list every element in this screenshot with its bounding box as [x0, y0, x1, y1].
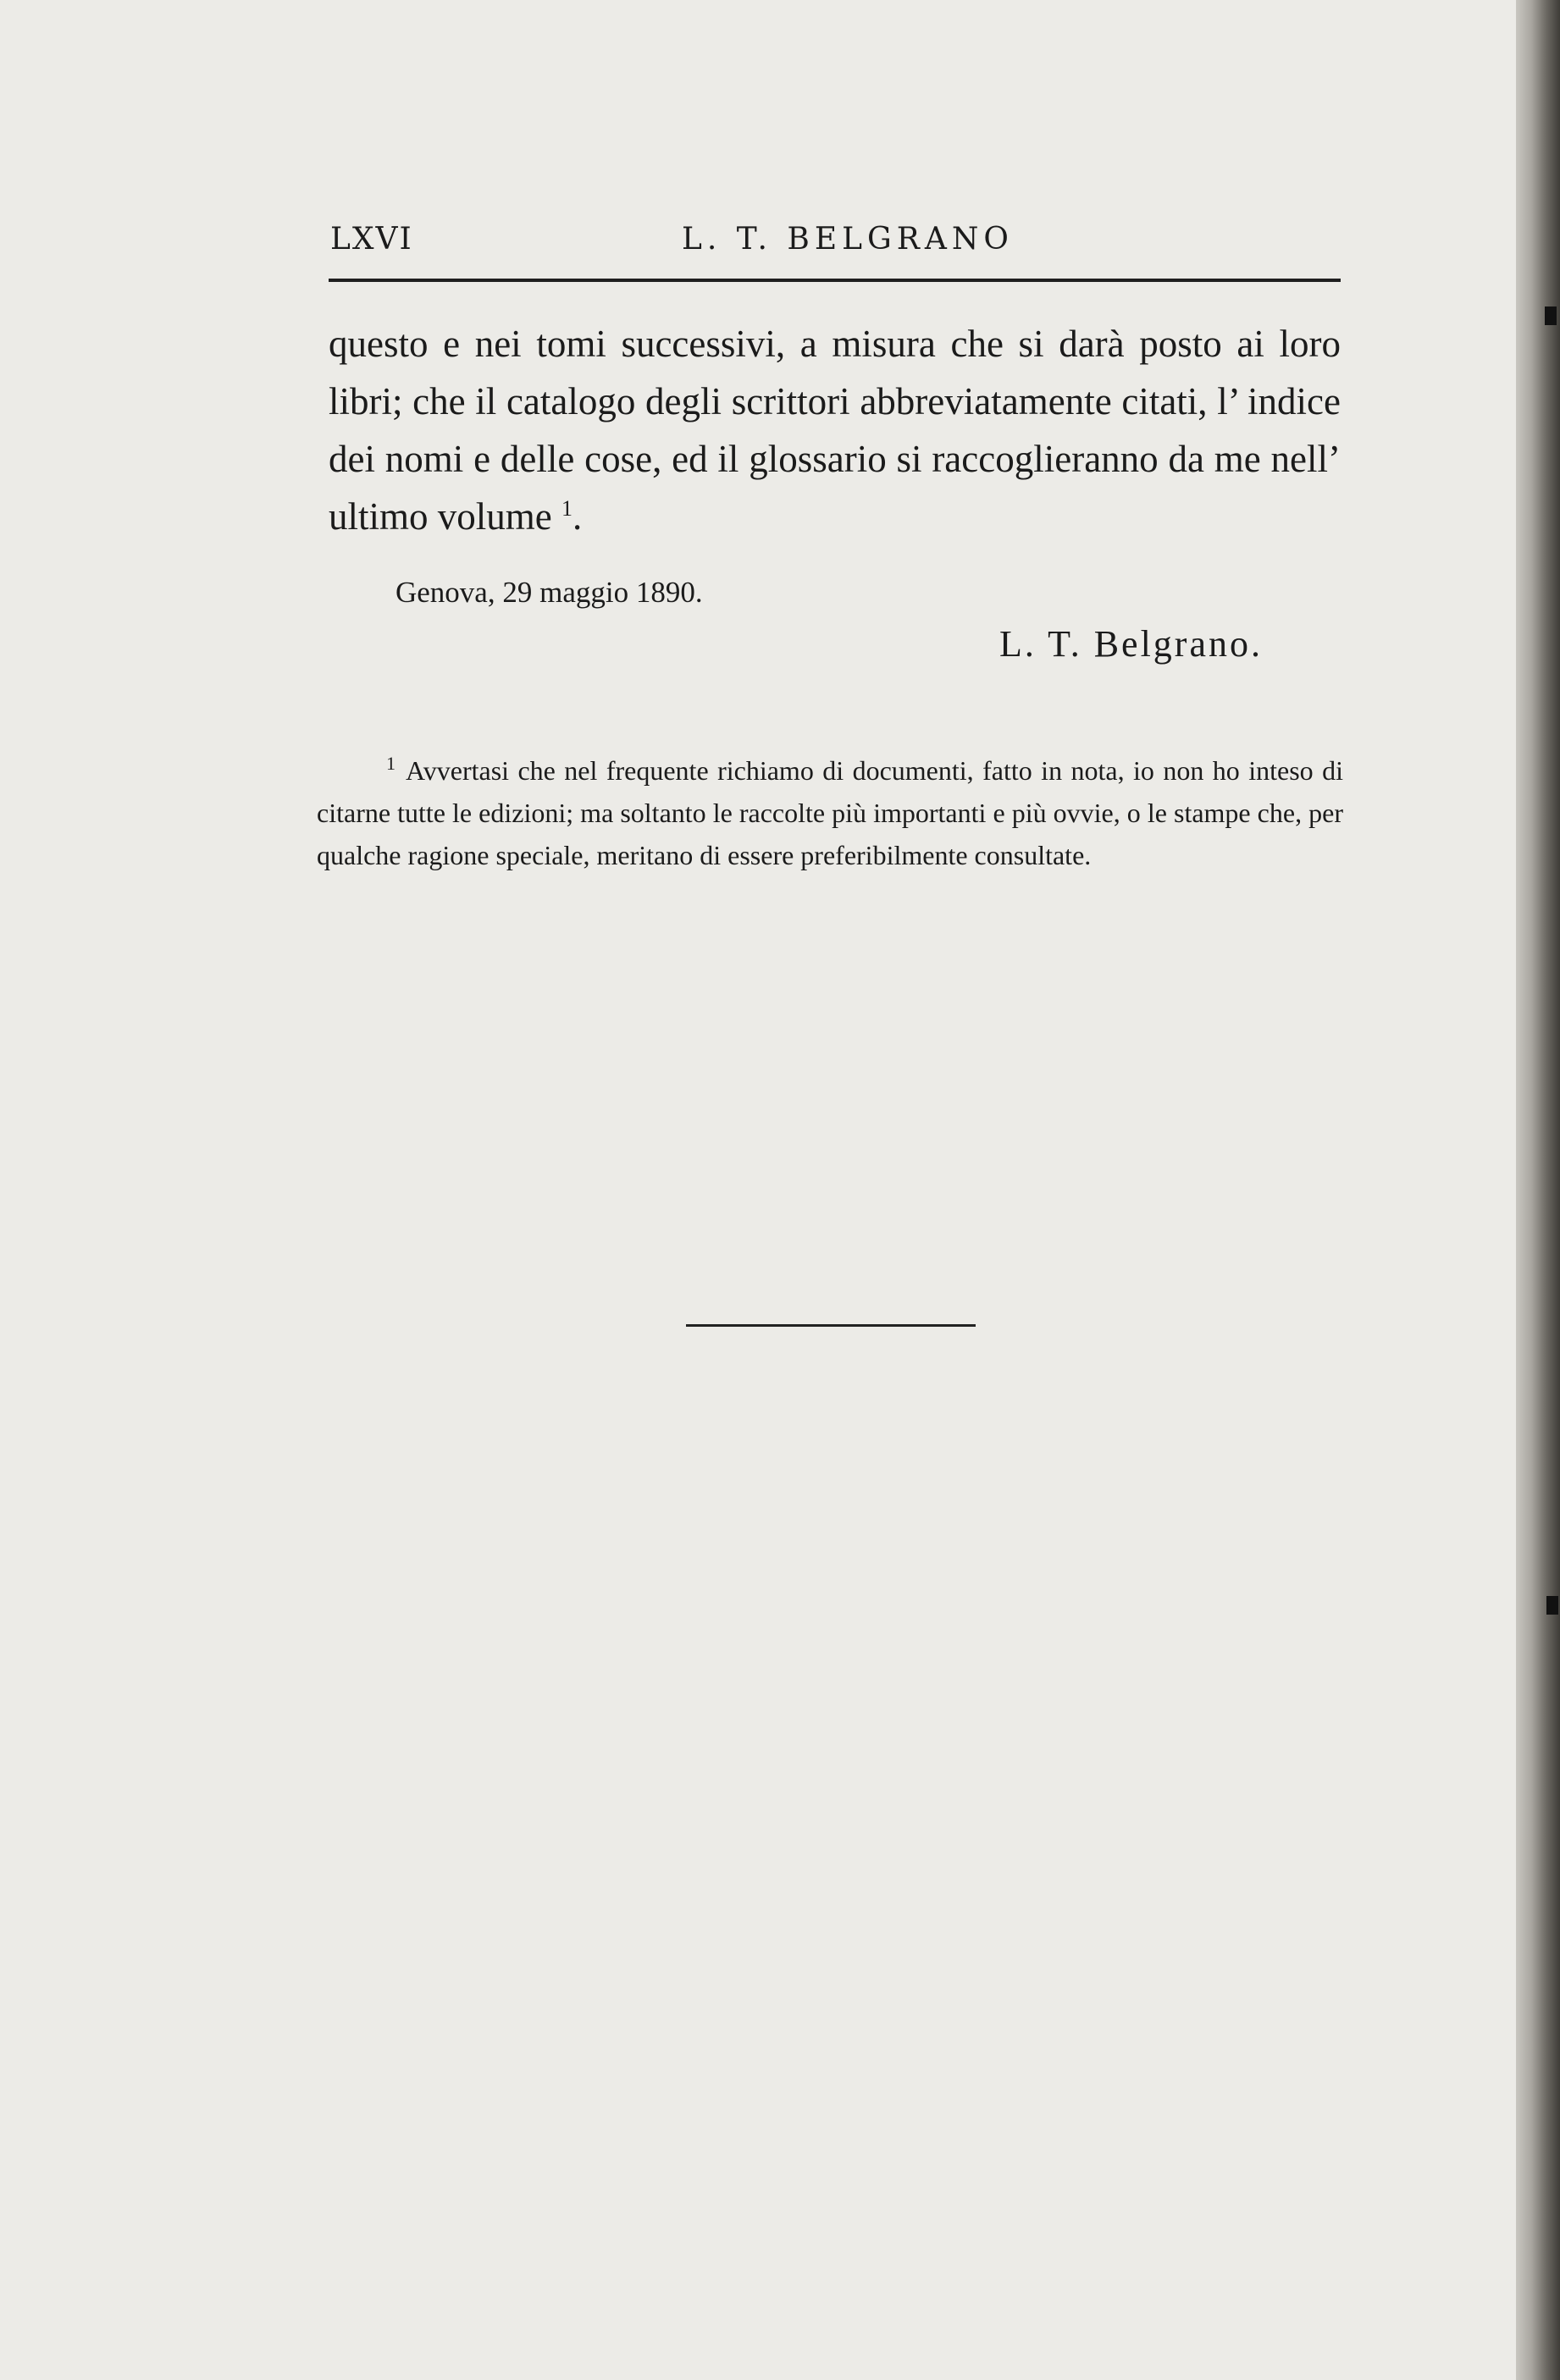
end-rule — [686, 1324, 976, 1327]
header-rule — [329, 279, 1341, 282]
body-closing-punctuation: . — [573, 495, 583, 538]
page-edge-shadow — [1516, 0, 1560, 2380]
page-number: LXVI — [330, 222, 413, 257]
body-paragraph — [329, 315, 1341, 545]
footnote-text: Avvertasi che nel frequente richiamo di documenti, fatto in nota, io non ho inteso di citarne tutte le edizioni; ma soltanto le raccolte più importanti e più ovvie, o le stampe che, per qualche ragione speciale, meritano di essere preferibilmente consultate. — [317, 755, 1343, 870]
running-head-author: L. T. BELGRANO — [682, 222, 1014, 257]
footnote-reference: 1 — [561, 496, 573, 521]
edge-mark — [1546, 1596, 1558, 1615]
signature: L. T. Belgrano. — [999, 623, 1263, 665]
edge-mark — [1545, 306, 1557, 325]
footnote — [317, 749, 1343, 876]
body-text: questo e nei tomi successivi, a misura che si darà posto ai loro libri; che il catalogo degli scrittori abbreviatamente citati, l’ indice dei nomi e delle cose, ed il glossario si raccoglieranno da me nell’ ultimo volume — [329, 323, 1341, 538]
running-head — [330, 222, 1341, 273]
dateline: Genova, 29 maggio 1890. — [396, 576, 703, 609]
footnote-marker: 1 — [386, 753, 396, 775]
